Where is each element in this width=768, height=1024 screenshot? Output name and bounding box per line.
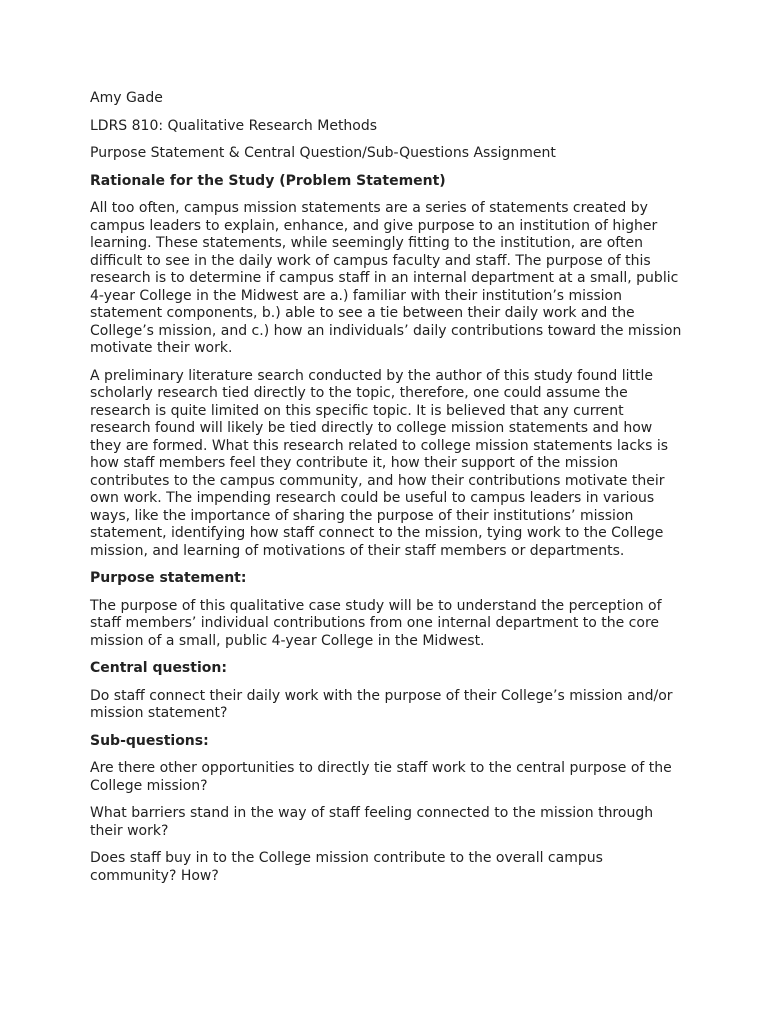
paragraph-line: statement components, b.) able to see a tie between their daily work and the — [90, 305, 635, 321]
paragraph-line: staff members’ individual contributions from one internal department to the core — [90, 615, 660, 631]
paragraph-line: A preliminary literature search conducted by the author of this study found little — [90, 367, 653, 384]
paragraph-line: they are formed. What this research related to college mission statements lacks is — [90, 437, 669, 454]
purpose-paragraph — [90, 598, 690, 651]
paragraph-line: research is to determine if campus staff in an internal department at a small, public — [90, 270, 679, 286]
paragraph-line: ways, like the importance of sharing the purpose of their institutions’ mission — [90, 507, 634, 524]
paragraph-line: learning. These statements, while seemingly fitting to the institution, are often — [90, 235, 643, 251]
paragraph-line: 4-year College in the Midwest are a.) familiar with their institution’s mission — [90, 287, 622, 304]
paragraph-line: scholarly research tied directly to the topic, therefore, one could assume the — [90, 385, 628, 401]
paragraph-line: motivate their work. — [90, 340, 233, 356]
paragraph-line: community? How? — [90, 867, 219, 884]
rationale-paragraph-2 — [90, 368, 690, 561]
paragraph-line: College’s mission, and c.) how an individuals’ daily contributions toward the mission — [90, 322, 682, 339]
paragraph-line: mission of a small, public 4-year College in the Midwest. — [90, 632, 485, 649]
paragraph-line: The purpose of this qualitative case study will be to understand the perception of — [90, 597, 662, 614]
paragraph-line: All too often, campus mission statements are a series of statements created by — [90, 200, 648, 216]
sub-question-3 — [90, 850, 690, 885]
sub-questions-heading: Sub-questions: — [90, 732, 209, 749]
author-name: Amy Gade — [90, 90, 163, 106]
paragraph-line: contributes to the campus community, and how their contributions motivate their — [90, 472, 665, 489]
sub-question-2 — [90, 805, 690, 840]
purpose-heading: Purpose statement: — [90, 570, 247, 586]
paragraph-line: statement, identifying how staff connect to the mission, tying work to the College — [90, 525, 664, 541]
paragraph-line: research found will likely be tied directly to college mission statements and how — [90, 420, 653, 436]
paragraph-line: mission statement? — [90, 705, 228, 721]
assignment-title: Purpose Statement & Central Question/Sub-Questions Assignment — [90, 145, 556, 161]
paragraph-line: What barriers stand in the way of staff feeling connected to the mission through — [90, 805, 654, 821]
sub-question-1 — [90, 760, 690, 795]
central-question-heading: Central question: — [90, 660, 227, 676]
paragraph-line: difficult to see in the daily work of campus faculty and staff. The purpose of this — [90, 252, 651, 269]
paragraph-line: mission, and learning of motivations of their staff members or departments. — [90, 542, 625, 559]
paragraph-line: Does staff buy in to the College mission contribute to the overall campus — [90, 850, 603, 866]
paragraph-line: research is quite limited on this specific topic. It is believed that any current — [90, 402, 624, 419]
document-page — [90, 90, 690, 895]
paragraph-line: own work. The impending research could be useful to campus leaders in various — [90, 490, 655, 506]
paragraph-line: Do staff connect their daily work with the purpose of their College’s mission and/or — [90, 687, 673, 704]
paragraph-line: campus leaders to explain, enhance, and give purpose to an institution of higher — [90, 217, 658, 234]
central-question-paragraph — [90, 688, 690, 723]
rationale-paragraph-1 — [90, 200, 690, 358]
paragraph-line: Are there other opportunities to directly tie staff work to the central purpose of the — [90, 760, 672, 776]
paragraph-line: their work? — [90, 822, 169, 839]
paragraph-line: how staff members feel they contribute it, how their support of the mission — [90, 455, 619, 471]
course-title: LDRS 810: Qualitative Research Methods — [90, 117, 378, 134]
rationale-heading: Rationale for the Study (Problem Statement) — [90, 172, 446, 189]
paragraph-line: College mission? — [90, 777, 208, 794]
